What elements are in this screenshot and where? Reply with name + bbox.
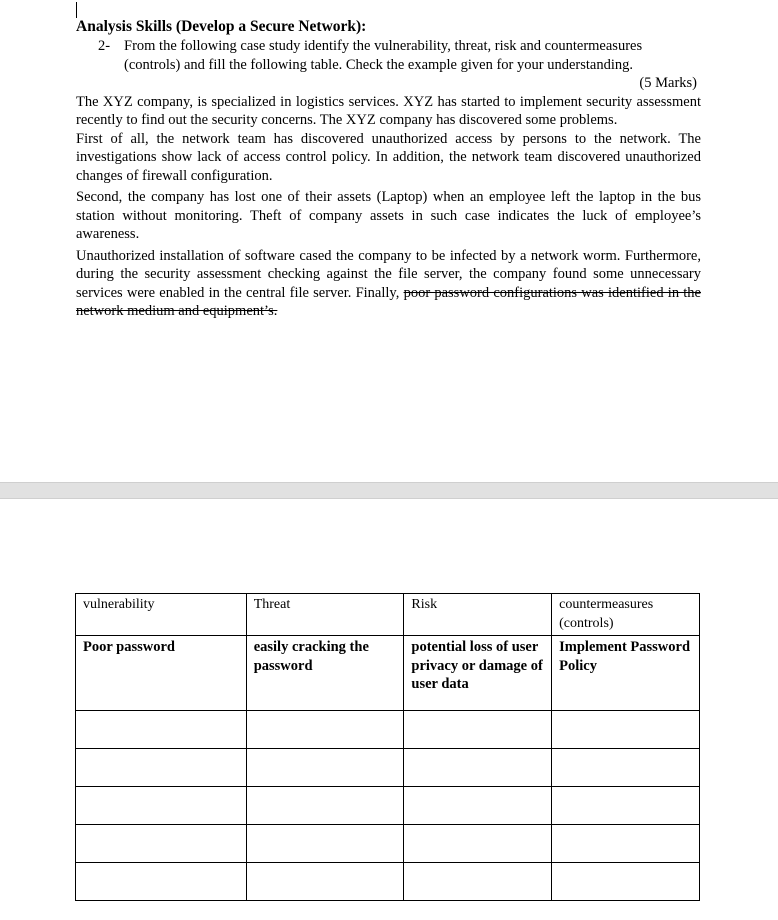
empty-cell[interactable] — [76, 863, 247, 901]
header-threat: Threat — [246, 594, 404, 636]
case-paragraph-4-text: Unauthorized installation of software cased the company to be infected by a network worm. Furthermore, during the security assessment checking against the file server, the company found some unnecessary services were enabled in the central file server. Finally, — [76, 247, 701, 301]
page-break-band — [0, 482, 778, 499]
empty-cell[interactable] — [246, 863, 404, 901]
header-countermeasures: countermeasures (controls) — [552, 594, 700, 636]
example-risk: potential loss of user privacy or damage of user data — [404, 636, 552, 711]
question-instruction: From the following case study identify the vulnerability, threat, risk and countermeasures (controls) and fill the following table. Check the example given for your understanding. — [124, 38, 643, 73]
empty-cell[interactable] — [404, 825, 552, 863]
empty-cell[interactable] — [246, 711, 404, 749]
case-paragraph-3: Second, the company has lost one of their assets (Laptop) when an employee left the laptop in the bus station without monitoring. Theft of company assets in such case indicates the luck of employee’s awareness. — [76, 189, 701, 242]
table-row — [76, 825, 700, 863]
case-paragraph-4-strikethrough: poor password configurations was identified in the network medium and equipment’s. — [76, 284, 701, 319]
analysis-table — [75, 593, 700, 901]
empty-cell[interactable] — [404, 787, 552, 825]
table-row — [76, 787, 700, 825]
example-vulnerability: Poor password — [76, 636, 247, 711]
empty-cell[interactable] — [76, 825, 247, 863]
empty-cell[interactable] — [246, 749, 404, 787]
question-heading: Analysis Skills (Develop a Secure Network): — [76, 18, 367, 35]
empty-cell[interactable] — [552, 787, 700, 825]
table-row — [76, 863, 700, 901]
empty-cell[interactable] — [76, 711, 247, 749]
case-paragraph-4 — [76, 247, 701, 321]
case-paragraph-2: First of all, the network team has discovered unauthorized access by persons to the network. The investigations show lack of access control policy. In addition, the network team discovered unauthorized changes of firewall configuration. — [76, 130, 701, 184]
marks-label: (5 Marks) — [639, 75, 697, 91]
example-threat: easily cracking the password — [246, 636, 404, 711]
question-item — [76, 37, 701, 74]
empty-cell[interactable] — [246, 825, 404, 863]
empty-cell[interactable] — [404, 711, 552, 749]
question-number: 2- — [98, 38, 111, 54]
table-row — [76, 749, 700, 787]
example-row — [76, 636, 700, 711]
empty-cell[interactable] — [76, 787, 247, 825]
header-risk: Risk — [404, 594, 552, 636]
empty-cell[interactable] — [404, 863, 552, 901]
empty-cell[interactable] — [552, 749, 700, 787]
empty-cell[interactable] — [552, 863, 700, 901]
header-vulnerability: vulnerability — [76, 594, 247, 636]
empty-cell[interactable] — [552, 711, 700, 749]
example-countermeasure: Implement Password Policy — [552, 636, 700, 711]
table-header-row — [76, 594, 700, 636]
table-row — [76, 711, 700, 749]
empty-cell[interactable] — [404, 749, 552, 787]
question-section — [76, 18, 701, 321]
empty-cell[interactable] — [76, 749, 247, 787]
empty-cell[interactable] — [552, 825, 700, 863]
case-paragraph-1: The XYZ company, is specialized in logistics services. XYZ has started to implement security assessment recently to find out the security concerns. The XYZ company has discovered some problems. — [76, 93, 701, 128]
empty-cell[interactable] — [246, 787, 404, 825]
text-cursor — [76, 2, 77, 18]
